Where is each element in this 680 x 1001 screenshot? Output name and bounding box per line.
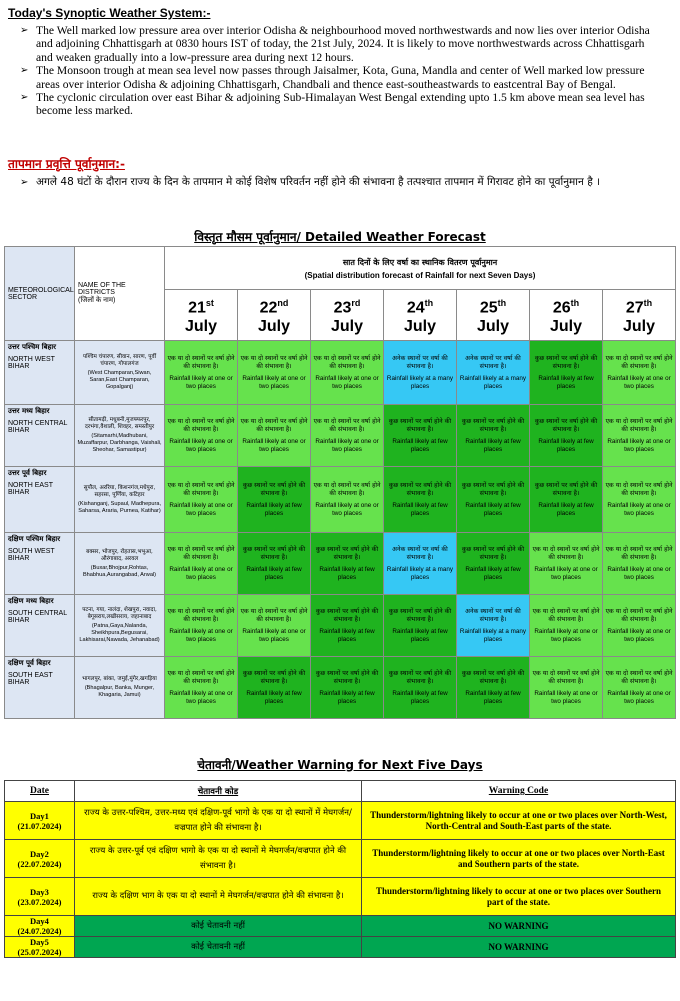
forecast-cell-en: Rainfall likely at few places (246, 689, 302, 705)
forecast-cell (238, 467, 311, 533)
day-number: 25 (479, 299, 498, 317)
districts-en: (Bhagalpur, Banka, Munger, Khagaria, Jamui) (84, 685, 155, 698)
forecast-cell-hi: कुछ स्थानों पर वर्षा होने की संभावना है। (461, 669, 525, 685)
forecast-cell-hi: एक या दो स्थानों पर वर्षा होने की संभावना है। (167, 669, 235, 685)
forecast-cell (457, 533, 530, 595)
warning-date-text: (23.07.2024) (17, 896, 62, 907)
day-suffix: th (497, 297, 507, 308)
forecast-cell-en: Rainfall likely at one or two places (607, 437, 671, 453)
forecast-cell-en: Rainfall likely at one or two places (242, 627, 306, 643)
day-number: 26 (552, 299, 571, 317)
forecast-cell (165, 341, 238, 405)
forecast-cell-en: Rainfall likely at few places (319, 627, 375, 643)
day-month: July (330, 318, 363, 336)
forecast-cell-en: Rainfall likely at few places (392, 501, 448, 517)
forecast-cell-en: Rainfall likely at few places (392, 689, 448, 705)
forecast-cell-hi: एक या दो स्थानों पर वर्षा होने की संभावना है। (313, 481, 381, 497)
sector-name-hi: दक्षिण मध्य बिहार (8, 597, 54, 605)
forecast-cell-en: Rainfall likely at few places (246, 565, 302, 581)
forecast-cell-hi: कुछ स्थानों पर वर्षा होने की संभावना है। (388, 417, 452, 433)
warning-day: Day1 (30, 810, 49, 821)
forecast-cell (311, 341, 384, 405)
forecast-cell (238, 595, 311, 657)
forecast-cell-hi: एक या दो स्थानों पर वर्षा होने की संभावना है। (240, 417, 308, 433)
forecast-cell-hi: एक या दो स्थानों पर वर्षा होने की संभावना है। (240, 607, 308, 623)
forecast-cell-hi: एक या दो स्थानों पर वर्षा होने की संभावना है। (605, 417, 673, 433)
forecast-cell-en: Rainfall likely at one or two places (242, 374, 306, 390)
forecast-cell-hi: एक या दो स्थानों पर वर्षा होने की संभावना है। (313, 417, 381, 433)
forecast-cell-en: Rainfall likely at one or two places (607, 565, 671, 581)
forecast-cell (603, 467, 676, 533)
forecast-cell-en: Rainfall likely at one or two places (315, 437, 379, 453)
warning-row (5, 916, 676, 937)
synoptic-point: ➢ The Well marked low pressure area over interior Odisha & neighbourhood moved northwestwards and now lies over interior Odisha and adjoining Chhattisgarh at 0830 hours IST of today, the 21st July, 2024. It is likely to move northwestwards across Chhattisgarh and weaken gradually into a low-pressure area during next 12 hours. (20, 24, 650, 64)
sector-cell (5, 533, 75, 595)
forecast-table (4, 246, 676, 719)
forecast-cell-hi: कुछ स्थानों पर वर्षा होने की संभावना है। (461, 545, 525, 561)
forecast-cell-en: Rainfall likely at few places (538, 437, 594, 453)
forecast-cell (238, 657, 311, 719)
forecast-row (5, 657, 676, 719)
forecast-cell-hi: एक या दो स्थानों पर वर्षा होने की संभावना है। (167, 417, 235, 433)
warning-body (5, 802, 676, 958)
day-suffix: th (570, 297, 580, 308)
forecast-cell-hi: अनेक स्थानों पर वर्षा की संभावना है। (465, 354, 521, 370)
warning-code-en-header: Warning Code (362, 781, 676, 802)
sector-name-hi: उत्तर मध्य बिहार (8, 407, 50, 415)
districts-hi: सीतामढ़ी, मधुबनी,मुजफ्फरपुर, दरभंगा,वैशाली, शिवहर, समस्तीपुर (84, 417, 155, 430)
spatial-header (165, 247, 676, 290)
forecast-cell-en: Rainfall likely at one or two places (315, 501, 379, 517)
forecast-cell (311, 533, 384, 595)
day-number: 27 (625, 299, 644, 317)
forecast-cell-en: Rainfall likely at one or two places (169, 437, 233, 453)
forecast-cell-en: Rainfall likely at few places (246, 501, 302, 517)
forecast-cell-hi: एक या दो स्थानों पर वर्षा होने की संभावना है। (167, 607, 235, 623)
sector-cell (5, 405, 75, 467)
warning-code-hi-header: चेतावनी कोड (75, 781, 362, 802)
forecast-cell-en: Rainfall likely at few places (465, 565, 521, 581)
day-month: July (476, 318, 509, 336)
forecast-cell-hi: कुछ स्थानों पर वर्षा होने की संभावना है। (315, 669, 379, 685)
warning-code-en: Thunderstorm/lightning likely to occur at one or two places over North-East and Southern parts of the state. (362, 840, 676, 878)
warning-day: Day3 (30, 886, 49, 897)
forecast-cell-en: Rainfall likely at one or two places (169, 627, 233, 643)
districts-hi: सुपौल, अररिया, किशनगंज,मधेपुरा, सहरसा, पूर्णिया, कटिहार (83, 484, 156, 498)
forecast-cell-hi: अनेक स्थानों पर वर्षा की संभावना है। (392, 354, 448, 370)
warning-date-header: Date (5, 781, 75, 802)
warning-table (4, 780, 676, 958)
day-header (311, 290, 384, 341)
forecast-cell (311, 657, 384, 719)
sector-name-en: SOUTH WEST BIHAR (8, 548, 55, 562)
forecast-cell-en: Rainfall likely at few places (465, 437, 521, 453)
districts-hi: बक्सर, भोजपुर, रोहतास,भभुआ, औरंगाबाद, अरवल (86, 548, 153, 562)
synoptic-point: ➢ The Monsoon trough at mean sea level now passes through Jaisalmer, Kota, Guna, Mandla and center of Well marked low pressure areas over interior Odisha & adjoining Chhattisgarh, Chandbali and thence east-southeastwards to eastcentral Bay of Bengal. (20, 64, 650, 91)
forecast-cell-hi: कुछ स्थानों पर वर्षा होने की संभावना है। (315, 545, 379, 561)
warning-day: Day2 (30, 848, 49, 859)
warning-row (5, 937, 676, 958)
synoptic-list (20, 24, 650, 118)
forecast-cell-hi: एक या दो स्थानों पर वर्षा होने की संभावना है। (605, 669, 673, 685)
synoptic-point: ➢ The cyclonic circulation over east Bihar & adjoining Sub-Himalayan West Bengal extending upto 1.5 km above mean sea level has become less marked. (20, 91, 650, 118)
temperature-text: ➢ अगले 48 घंटों के दौरान राज्य के दिन के तापमान मे कोई विशेष परिवर्तन नहीं होने की संभावना है तत्पश्चात तापमान में गिरावट होने का पूर्वानुमान है । (20, 174, 656, 191)
districts-en: (Sitamarhi,Madhubani, Muzaffarpur, Darbhanga, Vaishali, Sheohar, Samastipur) (77, 433, 162, 453)
warning-date (5, 802, 75, 840)
forecast-row (5, 533, 676, 595)
day-header (603, 290, 676, 341)
day-header (530, 290, 603, 341)
forecast-cell (384, 533, 457, 595)
districts-cell (75, 595, 165, 657)
sector-name-en: NORTH CENTRAL BIHAR (8, 420, 68, 434)
day-month: July (549, 318, 582, 336)
forecast-cell-hi: एक या दो स्थानों पर वर्षा होने की संभावना है। (605, 607, 673, 623)
day-header (384, 290, 457, 341)
districts-cell (75, 341, 165, 405)
forecast-cell-en: Rainfall likely at one or two places (607, 627, 671, 643)
forecast-cell (457, 405, 530, 467)
forecast-cell-en: Rainfall likely at a many places (459, 374, 527, 390)
forecast-cell-hi: एक या दो स्थानों पर वर्षा होने की संभावना है। (532, 669, 600, 685)
forecast-cell-hi: अनेक स्थानों पर वर्षा की संभावना है। (392, 545, 448, 561)
warning-title: चेतावनी/Weather Warning for Next Five Days (197, 758, 483, 772)
forecast-cell (384, 595, 457, 657)
forecast-row (5, 341, 676, 405)
forecast-cell (165, 595, 238, 657)
warning-code-en: NO WARNING (362, 937, 676, 958)
forecast-cell (457, 341, 530, 405)
forecast-cell-hi: एक या दो स्थानों पर वर्षा होने की संभावना है। (313, 354, 381, 370)
forecast-cell (530, 657, 603, 719)
forecast-cell-hi: अनेक स्थानों पर वर्षा की संभावना है। (465, 607, 521, 623)
sector-name-hi: दक्षिण पश्चिम बिहार (8, 535, 61, 543)
forecast-cell (311, 595, 384, 657)
forecast-cell-hi: कुछ स्थानों पर वर्षा होने की संभावना है। (534, 354, 598, 370)
forecast-cell-en: Rainfall likely at one or two places (169, 565, 233, 581)
sector-cell (5, 657, 75, 719)
day-suffix: th (643, 297, 653, 308)
forecast-cell (530, 405, 603, 467)
districts-en: (West Champaran,Siwan, Saran,East Champaran, Gopalganj) (87, 370, 152, 390)
forecast-cell-en: Rainfall likely at one or two places (607, 501, 671, 517)
forecast-cell (530, 595, 603, 657)
warning-code-hi: कोई चेतावनी नहीं (75, 916, 362, 937)
day-number: 21 (188, 299, 206, 317)
sector-name-hi: दक्षिण पूर्व बिहार (8, 659, 51, 667)
districts-cell (75, 533, 165, 595)
warning-day: Day5 (30, 937, 49, 947)
forecast-cell (165, 405, 238, 467)
sector-name-hi: उत्तर पूर्व बिहार (8, 469, 47, 477)
districts-cell (75, 405, 165, 467)
forecast-cell-en: Rainfall likely at a many places (386, 374, 454, 390)
day-suffix: th (424, 297, 434, 308)
day-month: July (184, 318, 217, 336)
warning-date (5, 840, 75, 878)
forecast-cell-hi: एक या दो स्थानों पर वर्षा होने की संभावना है। (605, 354, 673, 370)
forecast-cell-en: Rainfall likely at one or two places (315, 374, 379, 390)
warning-code-hi: राज्य के उत्तर-पूर्व एवं दक्षिण भागो के एक या दो स्थानों मे मेघगर्जन/वज्रपात होने की संभावना है। (75, 840, 362, 878)
districts-en: (Buxar,Bhojpur,Rohtas, Bhabhua,Aurangabad, Arwal) (82, 564, 157, 578)
day-suffix: st (205, 297, 214, 308)
spatial-header-en: (Spatial distribution forecast of Rainfall for next Seven Days) (304, 270, 536, 280)
forecast-cell (530, 533, 603, 595)
forecast-cell-en: Rainfall likely at few places (538, 374, 594, 390)
forecast-cell (603, 405, 676, 467)
warning-date-text: (24.07.2024) (17, 926, 62, 936)
districts-cell (75, 467, 165, 533)
sector-name-hi: उत्तर पश्चिम बिहार (8, 343, 57, 351)
forecast-cell-hi: कुछ स्थानों पर वर्षा होने की संभावना है। (534, 481, 598, 497)
sector-name-en: SOUTH CENTRAL BIHAR (8, 610, 67, 624)
sector-name-en: NORTH WEST BIHAR (8, 356, 55, 370)
districts-hi: पटना, गया, नालंदा, शेखपुरा, नवादा, बेगूसराय,लखीसराय, जहानाबाद (82, 607, 157, 620)
forecast-cell (603, 657, 676, 719)
forecast-cell-en: Rainfall likely at one or two places (534, 627, 598, 643)
warning-code-en: NO WARNING (362, 916, 676, 937)
forecast-cell-en: Rainfall likely at one or two places (534, 689, 598, 705)
warning-date (5, 937, 75, 958)
warning-code-en: Thunderstorm/lightning likely to occur at one or two places over Southern part of the state. (362, 878, 676, 916)
forecast-cell-en: Rainfall likely at few places (465, 501, 521, 517)
districts-hi: पश्चिम चंपारण, सीवान, सारण, पूर्वी चंपारण, गोपालगंज (82, 354, 157, 367)
warning-code-hi: कोई चेतावनी नहीं (75, 937, 362, 958)
synoptic-title: Today's Synoptic Weather System:- (8, 6, 211, 20)
warning-row (5, 802, 676, 840)
warning-row (5, 878, 676, 916)
warning-date (5, 916, 75, 937)
day-header (238, 290, 311, 341)
forecast-cell-en: Rainfall likely at one or two places (534, 565, 598, 581)
forecast-cell-hi: कुछ स्थानों पर वर्षा होने की संभावना है। (388, 481, 452, 497)
day-number: 23 (333, 299, 352, 317)
sector-cell (5, 595, 75, 657)
forecast-cell-en: Rainfall likely at few places (392, 627, 448, 643)
forecast-cell-en: Rainfall likely at few places (392, 437, 448, 453)
warning-code-hi: राज्य के उत्तर-पश्चिम, उत्तर-मध्य एवं दक्षिण-पूर्व भागो के एक या दो स्थानों में मेघगर्जन/वज्रपात होने की संभावना है। (75, 802, 362, 840)
forecast-cell-hi: कुछ स्थानों पर वर्षा होने की संभावना है। (242, 481, 306, 497)
forecast-cell (384, 657, 457, 719)
forecast-cell (165, 657, 238, 719)
forecast-cell-en: Rainfall likely at one or two places (169, 501, 233, 517)
districts-cell (75, 657, 165, 719)
forecast-cell-hi: एक या दो स्थानों पर वर्षा होने की संभावना है। (532, 607, 600, 623)
forecast-cell (238, 341, 311, 405)
forecast-cell-hi: कुछ स्थानों पर वर्षा होने की संभावना है। (388, 669, 452, 685)
forecast-cell-en: Rainfall likely at one or two places (242, 437, 306, 453)
forecast-cell-hi: एक या दो स्थानों पर वर्षा होने की संभावना है। (167, 545, 235, 561)
districts-header-en: NAME OF THE DISTRICTS (78, 282, 126, 296)
forecast-cell (311, 467, 384, 533)
warning-date-text: (25.07.2024) (17, 947, 62, 957)
forecast-cell-en: Rainfall likely at few places (465, 689, 521, 705)
forecast-cell (603, 341, 676, 405)
day-month: July (257, 318, 290, 336)
forecast-cell (603, 595, 676, 657)
forecast-cell-hi: कुछ स्थानों पर वर्षा होने की संभावना है। (388, 607, 452, 623)
warning-code-hi: राज्य के दक्षिण भाग के एक या दो स्थानों मे मेघगर्जन/वज्रपात होने की संभावना है। (75, 878, 362, 916)
forecast-cell (457, 595, 530, 657)
day-header (165, 290, 238, 341)
warning-date (5, 878, 75, 916)
forecast-cell-en: Rainfall likely at a many places (386, 565, 454, 581)
sector-name-en: NORTH EAST BIHAR (8, 482, 53, 496)
forecast-cell-en: Rainfall likely at few places (538, 501, 594, 517)
day-suffix: nd (277, 297, 289, 308)
spatial-header-hi: सात दिनों के लिए वर्षा का स्थानिक वितरण पूर्वानुमान (342, 257, 498, 267)
districts-header (75, 247, 165, 341)
forecast-cell-hi: कुछ स्थानों पर वर्षा होने की संभावना है। (242, 545, 306, 561)
forecast-cell-hi: कुछ स्थानों पर वर्षा होने की संभावना है। (461, 417, 525, 433)
forecast-cell-hi: एक या दो स्थानों पर वर्षा होने की संभावना है। (167, 354, 235, 370)
forecast-cell (384, 467, 457, 533)
forecast-title: विस्तृत मौसम पूर्वानुमान/ Detailed Weather Forecast (194, 230, 486, 244)
forecast-cell-en: Rainfall likely at one or two places (607, 689, 671, 705)
forecast-cell (457, 467, 530, 533)
day-header (457, 290, 530, 341)
forecast-cell-hi: एक या दो स्थानों पर वर्षा होने की संभावना है। (532, 545, 600, 561)
warning-row (5, 840, 676, 878)
forecast-cell-hi: कुछ स्थानों पर वर्षा होने की संभावना है। (242, 669, 306, 685)
forecast-cell (238, 533, 311, 595)
forecast-cell-hi: एक या दो स्थानों पर वर्षा होने की संभावना है। (605, 545, 673, 561)
forecast-cell (457, 657, 530, 719)
forecast-body (5, 341, 676, 719)
warning-date-text: (21.07.2024) (17, 820, 62, 831)
forecast-cell (165, 533, 238, 595)
day-number: 24 (406, 299, 425, 317)
forecast-cell-hi: कुछ स्थानों पर वर्षा होने की संभावना है। (315, 607, 379, 623)
forecast-cell (603, 533, 676, 595)
day-suffix: rd (351, 297, 361, 308)
day-month: July (403, 318, 436, 336)
warning-day: Day4 (30, 916, 49, 926)
sector-name-en: SOUTH EAST BIHAR (8, 672, 53, 686)
forecast-cell-en: Rainfall likely at one or two places (169, 689, 233, 705)
day-number: 22 (259, 299, 278, 317)
forecast-row (5, 467, 676, 533)
forecast-cell (530, 467, 603, 533)
forecast-cell-en: Rainfall likely at few places (319, 565, 375, 581)
districts-en: (Patna,Gaya,Nalanda, Sheikhpura,Begusarai, Lakhisarai,Nawada, Jehanabad) (79, 623, 160, 643)
warning-code-en: Thunderstorm/lightning likely to occur at one or two places over North-West, North-Central and South-East parts of the state. (362, 802, 676, 840)
districts-en: (Kishanganj, Supaul, Madhepura, Saharsa, Araria, Purnea, Katihar) (77, 500, 162, 514)
day-month: July (622, 318, 655, 336)
forecast-cell-en: Rainfall likely at a many places (459, 627, 527, 643)
districts-hi: भागलपुर, बांका, जमुई,मुंगेर,खगड़िया (82, 676, 157, 682)
forecast-cell (530, 341, 603, 405)
forecast-cell-hi: एक या दो स्थानों पर वर्षा होने की संभावना है। (240, 354, 308, 370)
warning-date-text: (22.07.2024) (17, 858, 62, 869)
forecast-cell (384, 341, 457, 405)
forecast-row (5, 595, 676, 657)
forecast-cell (384, 405, 457, 467)
sector-cell (5, 341, 75, 405)
sector-header: METEOROLOGICAL SECTOR (5, 247, 75, 341)
forecast-cell (165, 467, 238, 533)
forecast-cell-hi: एक या दो स्थानों पर वर्षा होने की संभावना है। (167, 481, 235, 497)
forecast-row (5, 405, 676, 467)
forecast-cell-en: Rainfall likely at one or two places (169, 374, 233, 390)
forecast-cell-en: Rainfall likely at few places (319, 689, 375, 705)
sector-cell (5, 467, 75, 533)
temperature-title: तापमान प्रवृत्ति पूर्वानुमान:- (8, 157, 125, 171)
forecast-cell-hi: कुछ स्थानों पर वर्षा होने की संभावना है। (461, 481, 525, 497)
forecast-cell-hi: एक या दो स्थानों पर वर्षा होने की संभावना है। (605, 481, 673, 497)
forecast-cell-hi: कुछ स्थानों पर वर्षा होने की संभावना है। (534, 417, 598, 433)
districts-header-hi: (जिलों के नाम) (78, 297, 116, 304)
forecast-cell-en: Rainfall likely at one or two places (607, 374, 671, 390)
forecast-cell (311, 405, 384, 467)
forecast-cell (238, 405, 311, 467)
